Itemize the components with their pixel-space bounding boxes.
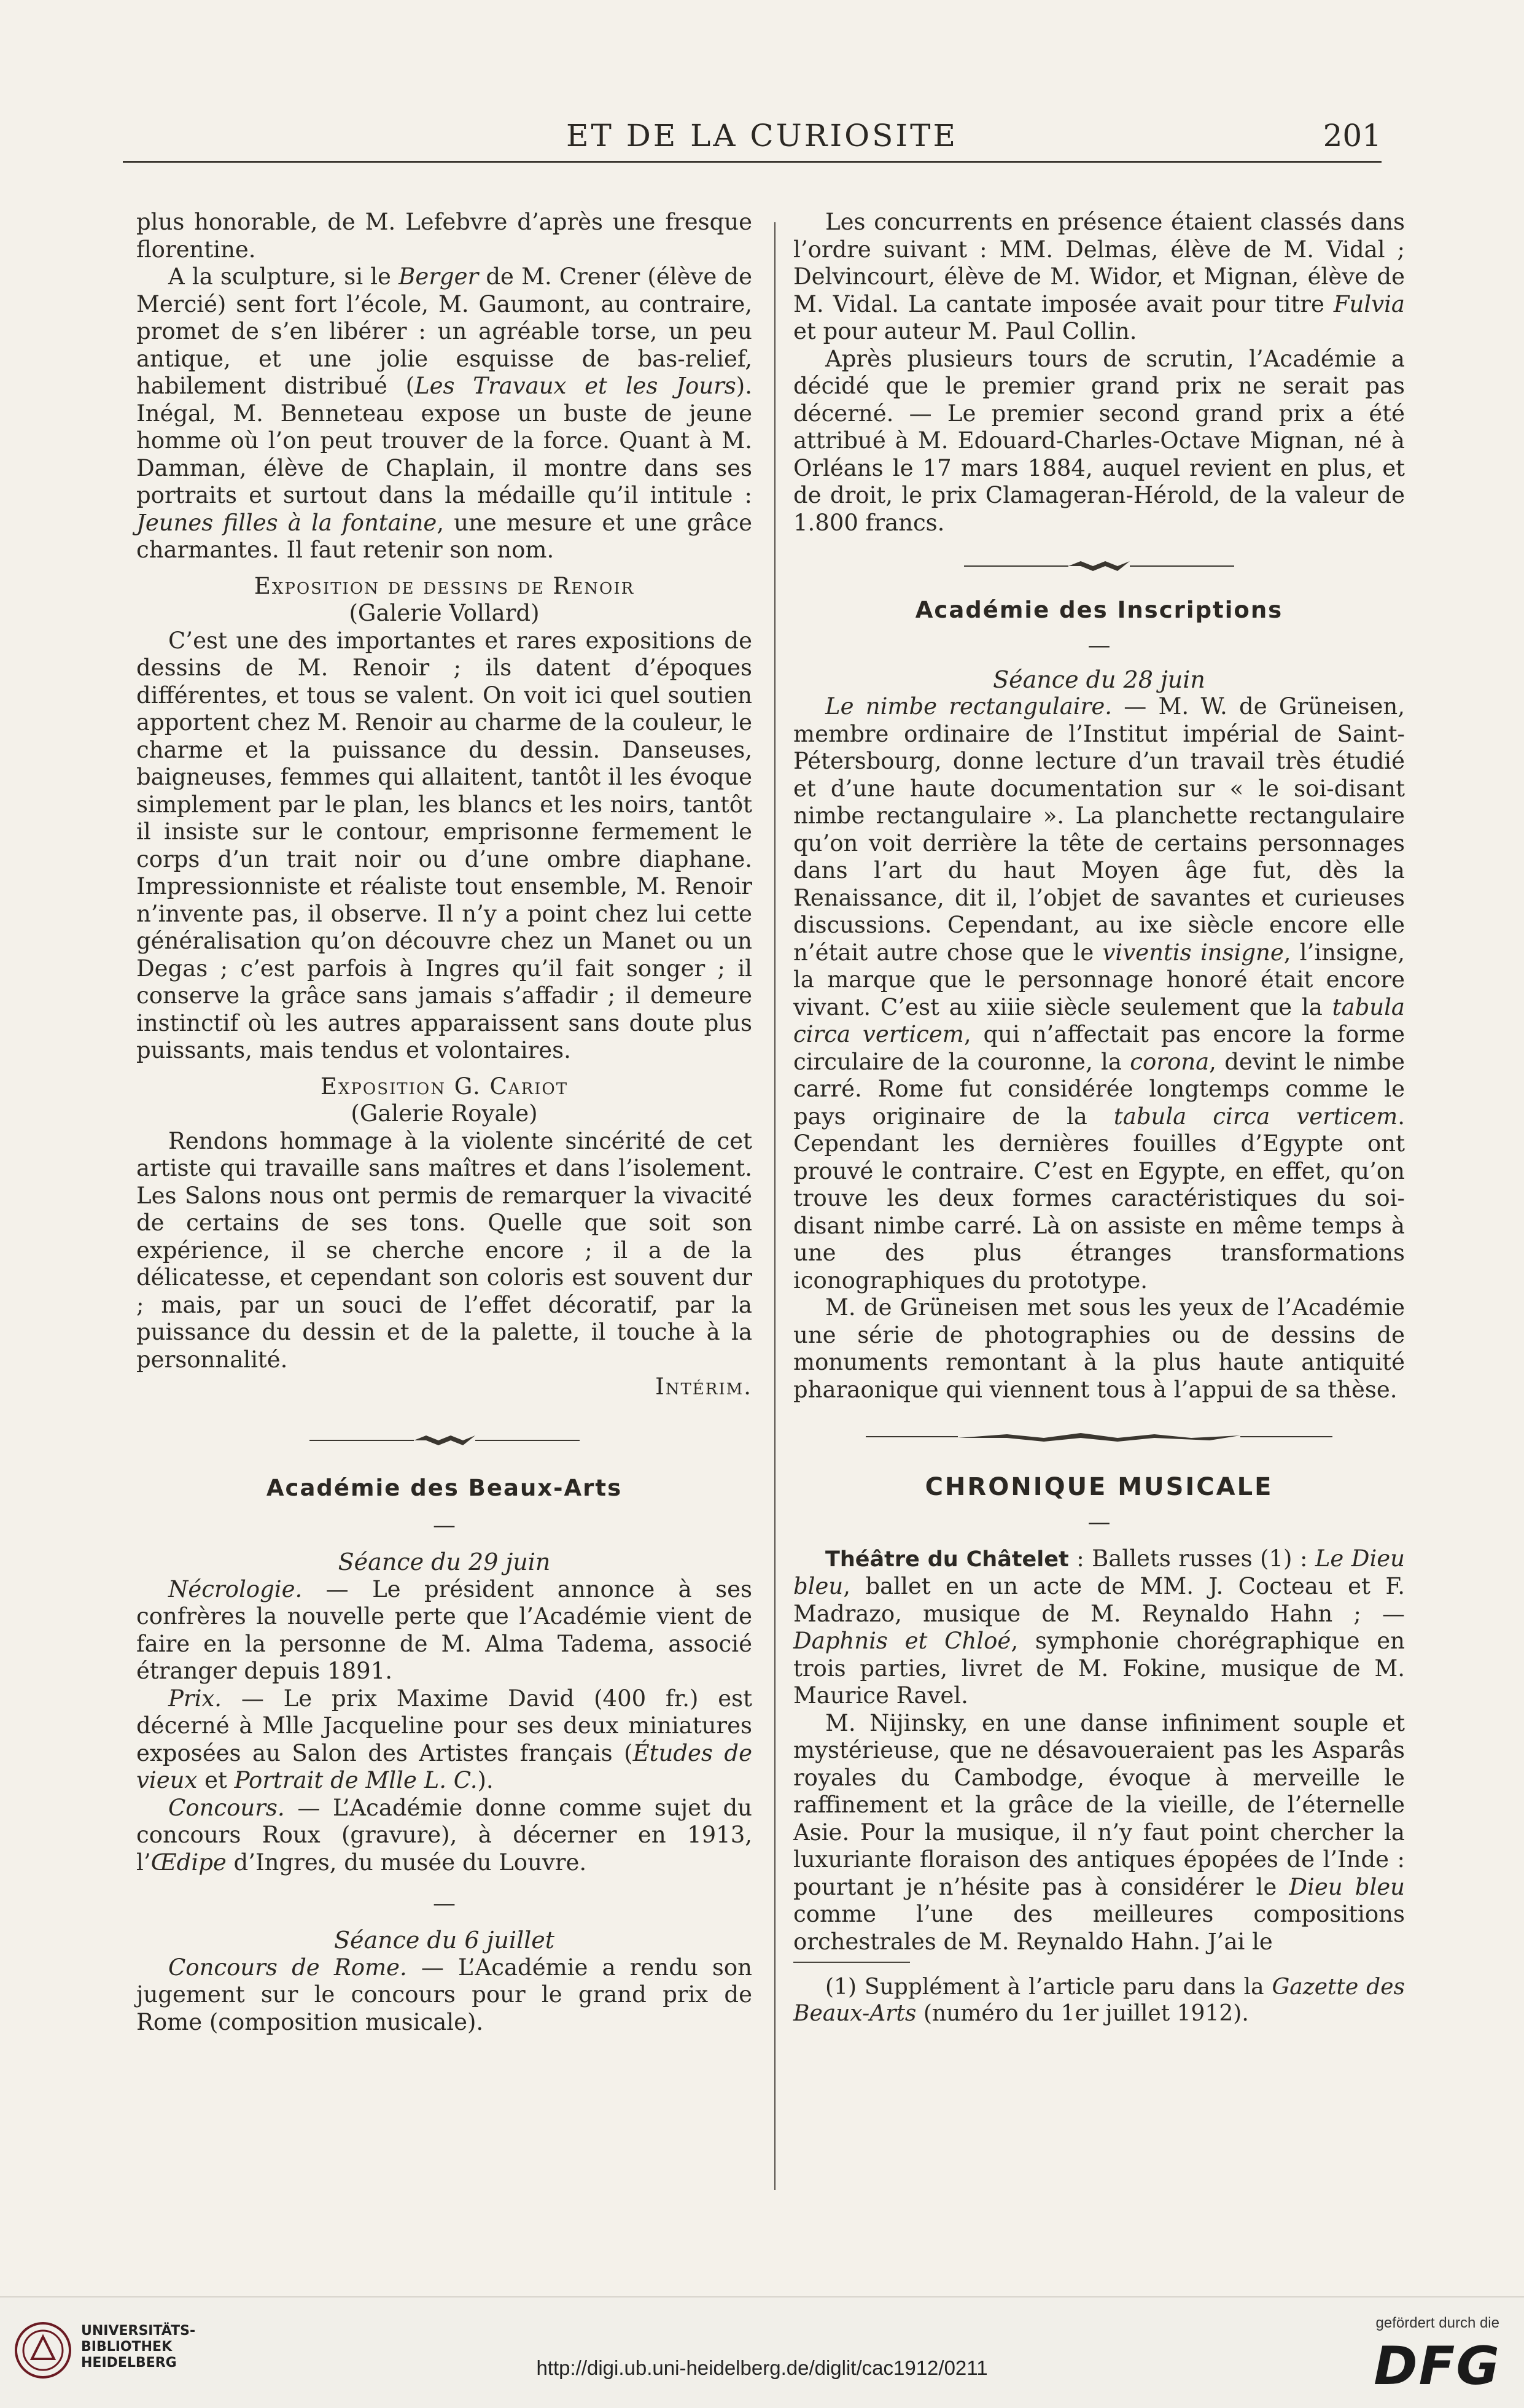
dfg-logo: DFG	[1374, 2336, 1501, 2397]
session-date: Séance du 28 juin	[993, 666, 1205, 693]
exhibition-subheading: (Galerie Royale)	[351, 1100, 538, 1127]
paragraph: A la sculpture, si le Berger de M. Crener (élève de Mercié) sent fort l’école, M. Gaumont, au contraire, promet de s’en libérer : un agréable torse, un peu antique, et une jolie esquisse de bas-relief, habilement distribué (Les Travaux et les Jours). Inégal, M. Benneteau expose un buste de jeune homme où l’on peut trouver de la force. Quant à M. Damman, élève de Chaplain, il montre dans ses portraits et surtout dans la médaille qu’il intitule : Jeunes filles à la fontaine, une mesure et une grâce charmantes. Il faut retenir son nom.	[136, 263, 752, 563]
left-column	[136, 209, 752, 2036]
separator-dash: —	[433, 1512, 456, 1538]
section-heading-chronique: CHRONIQUE MUSICALE	[925, 1473, 1273, 1501]
paragraph: Le nimbe rectangulaire. — M. W. de Grüneisen, membre ordinaire de l’Institut impérial de Saint-Pétersbourg, donne lecture d’un travail très étudié et d’une haute documentation sur « le soi-disant nimbe rectangulaire ». La planchette rectangulaire qu’on voit derrière la tête de certains personnages dans l’art du haut Moyen âge fut, dès la Renaissance, dit il, l’objet de savantes et curieuses discussions. Cependant, au ixe siècle encore elle n’était autre chose que le viventis insigne, l’insigne, la marque que le personnage honoré était encore vivant. C’est au xiiie siècle seulement que la tabula circa verticem, qui n’affectait pas encore la forme circulaire de la couronne, la corona, devint le nimbe carré. Rome fut considérée longtemps comme le pays originaire de la tabula circa verticem. Cependant les dernières fouilles d’Egypte ont prouvé le contraire. C’est en Egypte, en effet, qu’on trouve les deux formes caractéristiques du soi-disant nimbe carré. Là on assiste en même temps à une des plus étranges transformations iconographiques du prototype.	[793, 693, 1405, 1294]
exhibition-heading: Exposition G. Cariot	[320, 1073, 569, 1100]
separator-dash: —	[433, 1890, 456, 1916]
ornament-divider	[866, 1424, 1332, 1449]
running-header: ET DE LA CURIOSITE	[566, 118, 958, 153]
column-divider	[774, 222, 776, 2190]
permalink-url[interactable]: http://digi.ub.uni-heidelberg.de/diglit/cac1912/0211	[536, 2356, 988, 2379]
paragraph: C’est une des importantes et rares expositions de dessins de M. Renoir ; ils datent d’époques différentes, et tous se valent. On voit ici quel soutien apportent chez M. Renoir au charme de la couleur, le charme et la puissance du dessin. Danseuses, baigneuses, femmes qui allaitent, tantôt il les évoque simplement par le plan, les blancs et les noirs, tantôt il insiste sur le contour, emprisonne fermement le corps d’un trait noir ou d’une ombre diaphane. Impressionniste et réaliste tout ensemble, M. Renoir n’invente pas, il observe. Il n’y a point chez lui cette généralisation qu’on découvre chez un Manet ou un Degas ; c’est parfois à Ingres qu’il fait songer ; il conserve la grâce sans jamais s’affadir ; il demeure instinctif où les autres apparaissent sans doute plus puissants, mais tendus et volontaires.	[136, 627, 752, 1063]
paragraph: Prix. — Le prix Maxime David (400 fr.) est décerné à Mlle Jacqueline pour ses deux miniatures exposées au Salon des Artistes français (Études de vieux et Portrait de Mlle L. C.).	[136, 1685, 752, 1793]
footnote-rule	[793, 1962, 910, 1963]
exhibition-heading: Exposition de dessins de Renoir	[254, 572, 635, 599]
section-heading-beaux-arts: Académie des Beaux-Arts	[266, 1474, 623, 1501]
separator-dash: —	[1087, 631, 1111, 658]
paragraph: plus honorable, de M. Lefebvre d’après une fresque florentine.	[136, 209, 752, 263]
right-column	[793, 209, 1405, 2027]
ornament-divider	[309, 1428, 580, 1453]
paragraph: Après plusieurs tours de scrutin, l’Académie a décidé que le premier grand prix ne serait pas décerné. — Le premier second grand prix a été attribué à M. Edouard-Charles-Octave Mignan, né à Orléans le 17 mars 1884, auquel revient en plus, et de droit, le prix Clamageran-Hérold, de la valeur de 1.800 francs.	[793, 345, 1405, 536]
session-date: Séance du 6 juillet	[333, 1927, 555, 1954]
exhibition-subheading: (Galerie Vollard)	[349, 600, 540, 626]
paragraph: Concours. — L’Académie donne comme sujet du concours Roux (gravure), à décerner en 1913, l’Œdipe d’Ingres, du musée du Louvre.	[136, 1794, 752, 1876]
paragraph: Théâtre du Châtelet : Ballets russes (1) : Le Dieu bleu, ballet en un acte de MM. J. Cocteau et F. Madrazo, musique de M. Reynaldo Hahn ; — Daphnis et Chloé, symphonie chorégraphique en trois parties, livret de M. Fokine, musique de M. Maurice Ravel.	[793, 1545, 1405, 1709]
section-heading-inscriptions: Académie des Inscriptions	[915, 597, 1283, 623]
paragraph: Concours de Rome. — L’Académie a rendu son jugement sur le concours pour le grand prix de Rome (composition musicale).	[136, 1954, 752, 2035]
separator-dash: —	[1087, 1508, 1111, 1535]
paragraph: M. de Grüneisen met sous les yeux de l’Académie une série de photographies ou de dessins de monuments remontant à la plus haute antiquité pharaonique qui viennent tous à l’appui de sa thèse.	[793, 1294, 1405, 1403]
viewer-footer	[0, 2296, 1524, 2408]
university-name: UNIVERSITÄTS-BIBLIOTHEK HEIDELBERG	[81, 2323, 196, 2371]
paragraph: Nécrologie. — Le président annonce à ses confrères la nouvelle perte que l’Académie vient de faire en la personne de M. Alma Tadema, associé étranger depuis 1891.	[136, 1575, 752, 1684]
header-rule	[123, 161, 1382, 163]
paragraph: M. Nijinsky, en une danse infiniment souple et mystérieuse, que ne désavoueraient pas les Asparâs royales du Cambodge, évoque à merveille le raffinement et la grâce de la vieille, de l’éternelle Asie. Pour la musique, il n’y faut point chercher la luxuriante floraison des antiques épopées de l’Inde : pourtant je n’hésite pas à considérer le Dieu bleu comme l’une des meilleures compositions orchestrales de M. Reynaldo Hahn. J’ai le	[793, 1709, 1405, 1955]
author-signature: Intérim.	[655, 1373, 752, 1400]
page-number: 201	[1323, 118, 1382, 153]
sponsor-text: gefördert durch die	[1375, 2315, 1499, 2331]
paragraph: Rendons hommage à la violente sincérité de cet artiste qui travaille sans maîtres et dans l’isolement. Les Salons nous ont permis de remarquer la vivacité de certains de ses tons. Quelle que soit son expérience, il se cherche encore ; il a de la délicatesse, et cependant son coloris est souvent dur ; mais, par un souci de l’effet décoratif, par la puissance du dessin et de la palette, il touche à la personnalité.	[136, 1127, 752, 1373]
paragraph: Les concurrents en présence étaient classés dans l’ordre suivant : MM. Delmas, élève de M. Vidal ; Delvincourt, élève de M. Widor, et Mignan, élève de M. Vidal. La cantate imposée avait pour titre Fulvia et pour auteur M. Paul Collin.	[793, 209, 1405, 344]
ornament-divider	[964, 554, 1234, 578]
session-date: Séance du 29 juin	[338, 1548, 551, 1575]
footnote: (1) Supplément à l’article paru dans la Gazette des Beaux-Arts (numéro du 1er juillet 1912).	[793, 1975, 1405, 2026]
